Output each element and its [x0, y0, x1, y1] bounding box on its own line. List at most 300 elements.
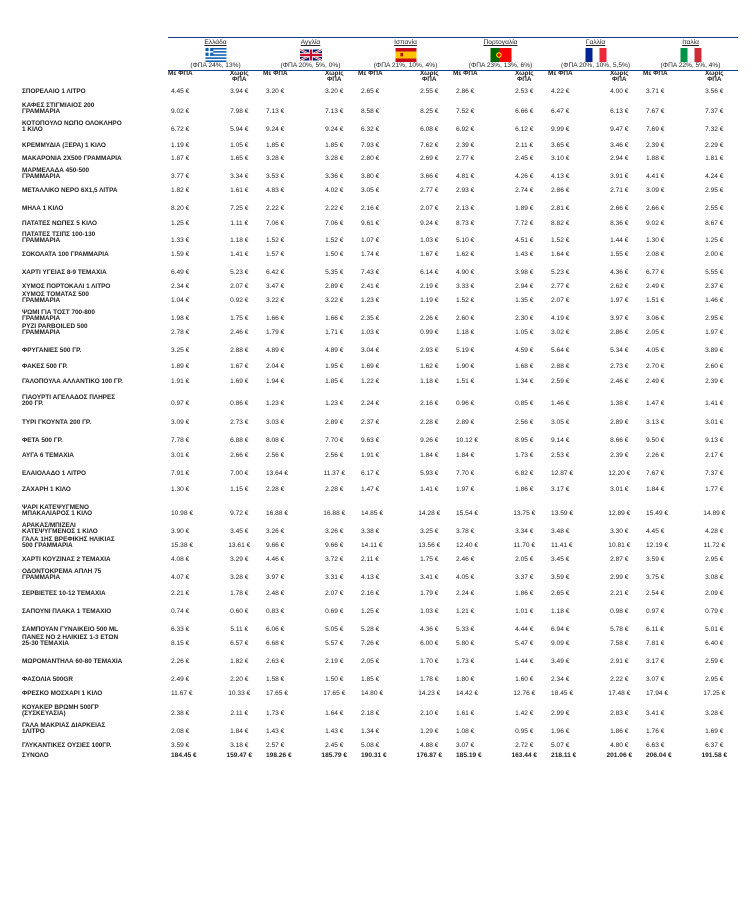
price-without-vat: 3.72 €	[325, 556, 344, 564]
price-without-vat: 3.01 €	[705, 419, 724, 427]
product-name: ΕΛΑΙΟΛΑΔΟ 1 ΛΙΤΡΟ	[22, 470, 87, 478]
price-with-vat: 16.88 €	[266, 510, 288, 518]
price-without-vat: 3.98 €	[515, 269, 534, 277]
product-name: ΜΗΛΑ 1 ΚΙΛΟ	[22, 205, 64, 213]
price-with-vat: 4.90 €	[456, 269, 475, 277]
price-with-vat: 4.81 €	[456, 173, 475, 181]
product-name: ΧΑΡΤΙ ΥΓΕΙΑΣ 8-9 ΤΕΜΑΧΙΑ	[22, 269, 107, 277]
price-without-vat: 6.40 €	[705, 640, 724, 648]
total-row	[22, 750, 738, 760]
product-name: ΠΑΤΑΤΕΣ ΤΣΙΠΣ 100-130 ΓΡΑΜΜΑΡΙΑ	[22, 230, 96, 245]
price-without-vat: 4.89 €	[325, 347, 344, 355]
price-without-vat: 2.88 €	[230, 347, 249, 355]
price-with-vat: 3.33 €	[456, 283, 475, 291]
price-with-vat: 6.11 €	[646, 626, 664, 634]
price-with-vat: 4.89 €	[266, 347, 285, 355]
price-with-vat: 1.84 €	[456, 452, 475, 460]
price-with-vat: 4.46 €	[266, 556, 285, 564]
price-with-vat: 8.15 €	[171, 640, 190, 648]
price-with-vat: 1.52 €	[266, 237, 285, 245]
price-with-vat: 2.16 €	[361, 205, 380, 213]
price-without-vat: 14.28 €	[418, 510, 441, 518]
price-without-vat: 1.29 €	[420, 728, 439, 736]
price-with-vat: 17.65 €	[266, 690, 288, 698]
price-without-vat: 1.78 €	[230, 590, 249, 598]
price-without-vat: 4.02 €	[325, 187, 344, 195]
price-without-vat: 4.28 €	[705, 528, 724, 536]
price-with-vat: 1.23 €	[361, 297, 380, 305]
product-name: ΓΑΛΑ ΜΑΚΡΙΑΣ ΔΙΑΡΚΕΙΑΣ 1ΛΙΤΡΟ	[22, 721, 106, 736]
price-without-vat: 2.66 €	[230, 452, 249, 460]
product-name: ΓΑΛΑ 1ΗΣ ΒΡΕΦΙΚΗΣ ΗΛΙΚΙΑΣ 500 ΓΡΑΜΜΑΡΙΑ	[22, 535, 115, 550]
price-without-vat: 3.08 €	[705, 574, 724, 582]
price-with-vat: 1.87 €	[171, 155, 190, 163]
price-with-vat: 9.50 €	[646, 437, 665, 445]
price-with-vat: 1.51 €	[646, 297, 665, 305]
price-with-vat: 2.05 €	[646, 329, 665, 337]
price-with-vat: 198.26 €	[266, 752, 292, 760]
with-vat-header: Με ΦΠΑ	[358, 70, 383, 77]
price-with-vat: 2.22 €	[266, 205, 285, 213]
price-without-vat: 11.70 €	[513, 542, 536, 550]
price-without-vat: 11.37 €	[323, 470, 346, 478]
price-with-vat: 1.34 €	[361, 728, 380, 736]
price-with-vat: 1.25 €	[171, 220, 190, 228]
price-with-vat: 2.34 €	[171, 283, 190, 291]
price-with-vat: 2.63 €	[266, 658, 285, 666]
price-with-vat: 190.31 €	[361, 752, 387, 760]
table-row	[22, 245, 738, 259]
price-without-vat: 1.70 €	[420, 658, 439, 666]
product-name: ΧΑΡΤΙ ΚΟΥΖΙΝΑΣ 2 ΤΕΜΑΧΙΑ	[22, 556, 111, 564]
price-without-vat: 6.57 €	[230, 640, 249, 648]
price-with-vat: 1.52 €	[456, 297, 475, 305]
price-without-vat: 1.64 €	[325, 710, 344, 718]
price-without-vat: 2.17 €	[705, 452, 724, 460]
price-without-vat: 2.26 €	[420, 315, 439, 323]
price-comparison-table	[22, 37, 738, 760]
price-without-vat: 4.44 €	[515, 626, 534, 634]
price-with-vat: 0.74 €	[171, 608, 190, 616]
price-with-vat: 0.97 €	[171, 400, 190, 408]
portugal-flag-icon	[490, 48, 512, 62]
price-without-vat: 1.86 €	[515, 486, 534, 494]
product-name: ΣΠΟΡΕΛΑΙΟ 1 ΛΙΤΡΟ	[22, 88, 86, 96]
price-with-vat: 3.04 €	[361, 347, 380, 355]
price-with-vat: 2.07 €	[551, 297, 570, 305]
table-row	[22, 195, 738, 213]
price-without-vat: 2.83 €	[610, 710, 629, 718]
price-with-vat: 1.08 €	[456, 728, 475, 736]
product-name: ΟΔΟΝΤΟΚΡΕΜΑ ΑΠΛΗ 75 ΓΡΑΜΜΑΡΙΑ	[22, 567, 102, 582]
price-with-vat: 2.35 €	[361, 315, 380, 323]
product-name: ΓΛΥΚΑΝΤΙΚΕΣ ΟΥΣΙΕΣ 100ΓΡ.	[22, 742, 112, 750]
price-without-vat: 1.69 €	[230, 378, 249, 386]
price-with-vat: 1.62 €	[456, 251, 475, 259]
price-with-vat: 7.06 €	[266, 220, 285, 228]
price-without-vat: 1.44 €	[515, 658, 534, 666]
price-without-vat: 2.89 €	[610, 419, 629, 427]
price-without-vat: 2.09 €	[705, 590, 724, 598]
price-without-vat: 191.58 €	[701, 752, 728, 760]
price-with-vat: 2.26 €	[646, 452, 665, 460]
price-without-vat: 8.66 €	[610, 437, 629, 445]
product-name: ΚΟΥΑΚΕΡ ΒΡΩΜΗ 500ΓΡ (ΣΥΣΚΕΥΑΣΙΑ)	[22, 703, 99, 718]
product-name: ΣΟΚΟΛΑΤΑ 100 ΓΡΑΜΜΑΡΙΑ	[22, 251, 109, 259]
price-with-vat: 1.76 €	[646, 728, 665, 736]
price-with-vat: 3.80 €	[361, 173, 380, 181]
price-with-vat: 1.84 €	[646, 486, 665, 494]
product-name: ΜΕΤΑΛΛΙΚΟ ΝΕΡΟ 6Χ1,5 ΛΙΤΡΑ	[22, 187, 118, 195]
table-row	[22, 634, 738, 648]
price-without-vat: 2.87 €	[610, 556, 629, 564]
price-without-vat: 1.62 €	[420, 363, 439, 371]
table-row	[22, 460, 738, 478]
price-with-vat: 4.13 €	[361, 574, 380, 582]
price-with-vat: 14.42 €	[456, 690, 479, 698]
table-row	[22, 582, 738, 598]
price-without-vat: 1.55 €	[610, 251, 629, 259]
price-without-vat: 0.99 €	[420, 329, 439, 337]
price-with-vat: 2.65 €	[551, 590, 570, 598]
country-header-row	[22, 38, 738, 48]
price-with-vat: 12.19 €	[646, 542, 669, 550]
price-without-vat: 2.39 €	[705, 378, 724, 386]
price-without-vat: 2.28 €	[420, 419, 439, 427]
price-with-vat: 1.91 €	[361, 452, 380, 460]
price-with-vat: 5.80 €	[456, 640, 475, 648]
price-with-vat: 5.64 €	[551, 347, 570, 355]
price-with-vat: 3.22 €	[266, 297, 285, 305]
price-with-vat: 10.12 €	[456, 437, 479, 445]
price-with-vat: 1.51 €	[456, 378, 475, 386]
price-with-vat: 2.56 €	[266, 452, 285, 460]
price-without-vat: 2.29 €	[705, 142, 724, 150]
price-with-vat: 2.41 €	[361, 283, 380, 291]
price-with-vat: 9.66 €	[266, 542, 285, 550]
price-without-vat: 2.00 €	[705, 251, 724, 259]
product-name: ΧΥΜΟΣ ΠΟΡΤΟΚΑΛΙ 1 ΛΙΤΡΟ	[22, 283, 111, 291]
price-without-vat: 16.88 €	[323, 510, 346, 518]
price-with-vat: 8.20 €	[171, 205, 190, 213]
product-name: ΖΑΧΑΡΗ 1 ΚΙΛΟ	[22, 486, 71, 494]
country-name: Γαλλία	[585, 39, 606, 47]
price-with-vat: 12.87 €	[551, 470, 574, 478]
price-without-vat: 4.26 €	[515, 173, 534, 181]
price-with-vat: 7.70 €	[456, 470, 475, 478]
price-without-vat: 2.99 €	[610, 574, 629, 582]
product-name: ΤΥΡΙ ΓΚΟΥΝΤΑ 200 ΓΡ.	[22, 419, 92, 427]
price-without-vat: 17.25 €	[703, 690, 726, 698]
price-with-vat: 4.05 €	[456, 574, 475, 582]
price-without-vat: 2.69 €	[420, 155, 439, 163]
price-with-vat: 184.45 €	[171, 752, 197, 760]
price-with-vat: 6.42 €	[266, 269, 285, 277]
price-with-vat: 2.46 €	[456, 556, 475, 564]
product-name: ΦΡΕΣΚΟ ΜΟΣΧΑΡΙ 1 ΚΙΛΟ	[22, 690, 103, 698]
price-without-vat: 3.28 €	[325, 155, 344, 163]
table-row	[22, 386, 738, 408]
price-without-vat: 0.86 €	[230, 400, 249, 408]
price-with-vat: 5.33 €	[456, 626, 475, 634]
price-with-vat: 2.28 €	[266, 486, 285, 494]
price-without-vat: 3.56 €	[705, 88, 724, 96]
price-with-vat: 218.11 €	[551, 752, 577, 760]
price-without-vat: 7.13 €	[325, 108, 344, 116]
price-with-vat: 2.77 €	[456, 155, 475, 163]
price-without-vat: 1.41 €	[705, 400, 724, 408]
price-without-vat: 1.15 €	[230, 486, 249, 494]
price-with-vat: 3.09 €	[646, 187, 665, 195]
table-row	[22, 445, 738, 460]
with-vat-header: Με ΦΠΑ	[548, 70, 573, 77]
price-with-vat: 7.93 €	[361, 142, 380, 150]
price-without-vat: 17.48 €	[608, 690, 631, 698]
price-with-vat: 3.17 €	[646, 658, 665, 666]
price-with-vat: 3.47 €	[266, 283, 285, 291]
price-without-vat: 1.05 €	[515, 329, 534, 337]
price-without-vat: 163.44 €	[511, 752, 538, 760]
product-name: ΜΑΚΑΡΟΝΙΑ 2Χ500 ΓΡΑΜΜΑΡΙΑ	[22, 155, 122, 163]
price-without-vat: 10.33 €	[228, 690, 251, 698]
table-row	[22, 518, 738, 536]
price-without-vat: 2.30 €	[515, 315, 534, 323]
price-with-vat: 1.82 €	[171, 187, 190, 195]
price-without-vat: 7.37 €	[705, 108, 724, 116]
price-without-vat: 9.47 €	[610, 126, 629, 134]
without-vat-header: Χωρίς ΦΠΑ	[229, 70, 249, 84]
table-row	[22, 337, 738, 355]
price-with-vat: 2.13 €	[456, 205, 475, 213]
country-name: Ισπανία	[394, 39, 417, 47]
price-without-vat: 5.35 €	[325, 269, 344, 277]
price-with-vat: 3.07 €	[646, 676, 665, 684]
price-with-vat: 2.49 €	[646, 283, 665, 291]
price-with-vat: 2.66 €	[646, 205, 665, 213]
uk-flag-icon	[300, 48, 322, 62]
price-with-vat: 1.79 €	[266, 329, 285, 337]
table-row	[22, 736, 738, 750]
price-without-vat: 6.82 €	[515, 470, 534, 478]
price-without-vat: 159.47 €	[226, 752, 253, 760]
with-vat-header: Με ΦΠΑ	[453, 70, 478, 77]
price-with-vat: 2.39 €	[646, 142, 665, 150]
price-without-vat: 17.65 €	[323, 690, 346, 698]
price-with-vat: 1.30 €	[171, 486, 190, 494]
price-without-vat: 1.03 €	[420, 608, 439, 616]
price-with-vat: 3.75 €	[646, 574, 665, 582]
price-with-vat: 3.03 €	[266, 419, 285, 427]
price-without-vat: 1.86 €	[610, 728, 629, 736]
price-without-vat: 2.45 €	[325, 742, 344, 750]
price-with-vat: 14.85 €	[361, 510, 384, 518]
price-without-vat: 1.95 €	[325, 363, 344, 371]
price-with-vat: 2.16 €	[361, 590, 380, 598]
price-without-vat: 6.08 €	[420, 126, 439, 134]
table-row	[22, 355, 738, 371]
table-row	[22, 291, 738, 305]
table-row	[22, 213, 738, 228]
price-with-vat: 2.99 €	[551, 710, 570, 718]
price-with-vat: 1.85 €	[266, 142, 285, 150]
price-without-vat: 2.95 €	[705, 676, 724, 684]
price-with-vat: 7.43 €	[361, 269, 380, 277]
price-with-vat: 1.04 €	[171, 297, 190, 305]
price-with-vat: 14.80 €	[361, 690, 384, 698]
price-without-vat: 9.13 €	[705, 437, 724, 445]
price-without-vat: 5.01 €	[705, 626, 724, 634]
price-without-vat: 2.59 €	[705, 658, 724, 666]
price-with-vat: 2.34 €	[551, 676, 570, 684]
price-without-vat: 1.73 €	[515, 452, 534, 460]
price-with-vat: 7.69 €	[646, 126, 665, 134]
product-name: ΓΑΛΟΠΟΥΛΑ ΑΛΛΑΝΤΙΚΟ 100 ΓΡ.	[22, 378, 123, 386]
price-without-vat: 2.73 €	[610, 363, 629, 371]
price-without-vat: 2.73 €	[230, 419, 249, 427]
price-without-vat: 1.50 €	[325, 251, 344, 259]
price-without-vat: 5.57 €	[325, 640, 344, 648]
price-without-vat: 1.43 €	[515, 251, 534, 259]
price-with-vat: 3.59 €	[646, 556, 665, 564]
price-without-vat: 3.34 €	[230, 173, 249, 181]
price-with-vat: 1.23 €	[266, 400, 285, 408]
price-with-vat: 2.65 €	[361, 88, 380, 96]
price-without-vat: 5.55 €	[705, 269, 724, 277]
table-row	[22, 666, 738, 684]
price-with-vat: 9.24 €	[266, 126, 285, 134]
price-without-vat: 1.41 €	[230, 251, 249, 259]
price-without-vat: 1.46 €	[705, 297, 724, 305]
price-with-vat: 3.41 €	[646, 710, 665, 718]
price-with-vat: 1.21 €	[456, 608, 475, 616]
price-without-vat: 13.61 €	[228, 542, 251, 550]
price-without-vat: 10.81 €	[608, 542, 631, 550]
table-row	[22, 96, 738, 116]
price-without-vat: 1.03 €	[420, 237, 439, 245]
product-name: ΓΙΑΟΥΡΤΙ ΑΓΕΛΑΔΟΣ ΠΛΗΡΕΣ 200 ΓΡ.	[22, 393, 116, 408]
price-without-vat: 176.87 €	[416, 752, 443, 760]
price-without-vat: 1.60 €	[515, 676, 534, 684]
table-row	[22, 259, 738, 277]
price-without-vat: 3.34 €	[515, 528, 534, 536]
price-with-vat: 11.41 €	[551, 542, 573, 550]
price-without-vat: 3.36 €	[325, 173, 344, 181]
price-without-vat: 7.72 €	[515, 220, 534, 228]
country-header	[168, 38, 263, 48]
price-with-vat: 3.77 €	[171, 173, 190, 181]
price-without-vat: 1.84 €	[420, 452, 439, 460]
price-without-vat: 5.93 €	[420, 470, 439, 478]
price-with-vat: 11.67 €	[171, 690, 193, 698]
italy-flag-icon	[680, 48, 702, 62]
table-row	[22, 181, 738, 195]
price-without-vat: 2.71 €	[610, 187, 629, 195]
price-without-vat: 9.24 €	[325, 126, 344, 134]
price-without-vat: 6.66 €	[515, 108, 534, 116]
product-name: ΣΑΜΠΟΥΑΝ ΓΥΝΑΙΚΕΙΟ 500 ML	[22, 626, 119, 634]
price-with-vat: 3.05 €	[551, 419, 570, 427]
price-without-vat: 1.69 €	[705, 728, 724, 736]
price-without-vat: 2.95 €	[705, 556, 724, 564]
price-with-vat: 2.49 €	[171, 676, 190, 684]
country-header	[643, 38, 738, 48]
price-without-vat: 1.84 €	[230, 728, 249, 736]
price-without-vat: 8.36 €	[610, 220, 629, 228]
price-with-vat: 6.94 €	[551, 626, 570, 634]
without-vat-header: Χωρίς ΦΠΑ	[609, 70, 629, 84]
price-with-vat: 1.80 €	[456, 676, 475, 684]
country-name: Αγγλία	[300, 39, 321, 47]
vat-rate-label: (ΦΠΑ 22%, 5%, 4%)	[643, 63, 738, 71]
price-without-vat: 2.72 €	[515, 742, 534, 750]
price-with-vat: 3.28 €	[266, 155, 285, 163]
price-with-vat: 7.67 €	[646, 108, 665, 116]
country-header	[548, 38, 643, 48]
price-without-vat: 0.98 €	[610, 608, 629, 616]
price-without-vat: 4.80 €	[610, 742, 629, 750]
price-with-vat: 8.82 €	[551, 220, 570, 228]
price-without-vat: 1.71 €	[325, 329, 344, 337]
price-with-vat: 5.23 €	[551, 269, 570, 277]
price-with-vat: 4.07 €	[171, 574, 190, 582]
price-without-vat: 6.37 €	[705, 742, 724, 750]
price-without-vat: 1.11 €	[230, 220, 249, 228]
price-with-vat: 15.54 €	[456, 510, 479, 518]
price-without-vat: 1.81 €	[705, 155, 724, 163]
price-without-vat: 2.86 €	[610, 329, 629, 337]
price-with-vat: 3.05 €	[361, 187, 380, 195]
price-with-vat: 13.64 €	[266, 470, 288, 478]
price-with-vat: 0.96 €	[456, 400, 475, 408]
price-without-vat: 1.42 €	[515, 710, 534, 718]
price-without-vat: 1.79 €	[420, 590, 439, 598]
price-without-vat: 3.29 €	[230, 556, 249, 564]
price-with-vat: 3.45 €	[551, 556, 570, 564]
price-without-vat: 1.75 €	[230, 315, 249, 323]
price-without-vat: 1.68 €	[515, 363, 534, 371]
price-with-vat: 6.47 €	[551, 108, 570, 116]
price-without-vat: 2.20 €	[230, 676, 249, 684]
price-without-vat: 2.56 €	[325, 452, 344, 460]
price-with-vat: 7.13 €	[266, 108, 285, 116]
price-without-vat: 3.28 €	[230, 574, 249, 582]
price-with-vat: 2.04 €	[266, 363, 285, 371]
price-without-vat: 5.34 €	[610, 347, 629, 355]
price-with-vat: 1.18 €	[551, 608, 570, 616]
price-with-vat: 7.91 €	[171, 470, 190, 478]
price-without-vat: 1.41 €	[420, 486, 439, 494]
price-without-vat: 3.18 €	[230, 742, 249, 750]
price-without-vat: 1.85 €	[325, 378, 344, 386]
price-without-vat: 4.24 €	[705, 173, 724, 181]
price-with-vat: 9.14 €	[551, 437, 570, 445]
without-vat-header: Χωρίς ΦΠΑ	[704, 70, 724, 84]
price-without-vat: 3.01 €	[610, 486, 629, 494]
price-without-vat: 8.95 €	[515, 437, 534, 445]
price-without-vat: 0.95 €	[515, 728, 534, 736]
vat-rate-label: (ΦΠΑ 24%, 13%)	[168, 63, 263, 71]
price-with-vat: 1.07 €	[361, 237, 380, 245]
price-without-vat: 1.38 €	[610, 400, 629, 408]
price-with-vat: 3.17 €	[551, 486, 570, 494]
price-without-vat: 14.89 €	[703, 510, 726, 518]
price-without-vat: 5.78 €	[610, 626, 629, 634]
price-without-vat: 4.59 €	[515, 347, 534, 355]
price-without-vat: 2.07 €	[230, 283, 249, 291]
price-without-vat: 2.46 €	[230, 329, 249, 337]
price-with-vat: 1.52 €	[551, 237, 570, 245]
price-without-vat: 1.67 €	[230, 363, 249, 371]
